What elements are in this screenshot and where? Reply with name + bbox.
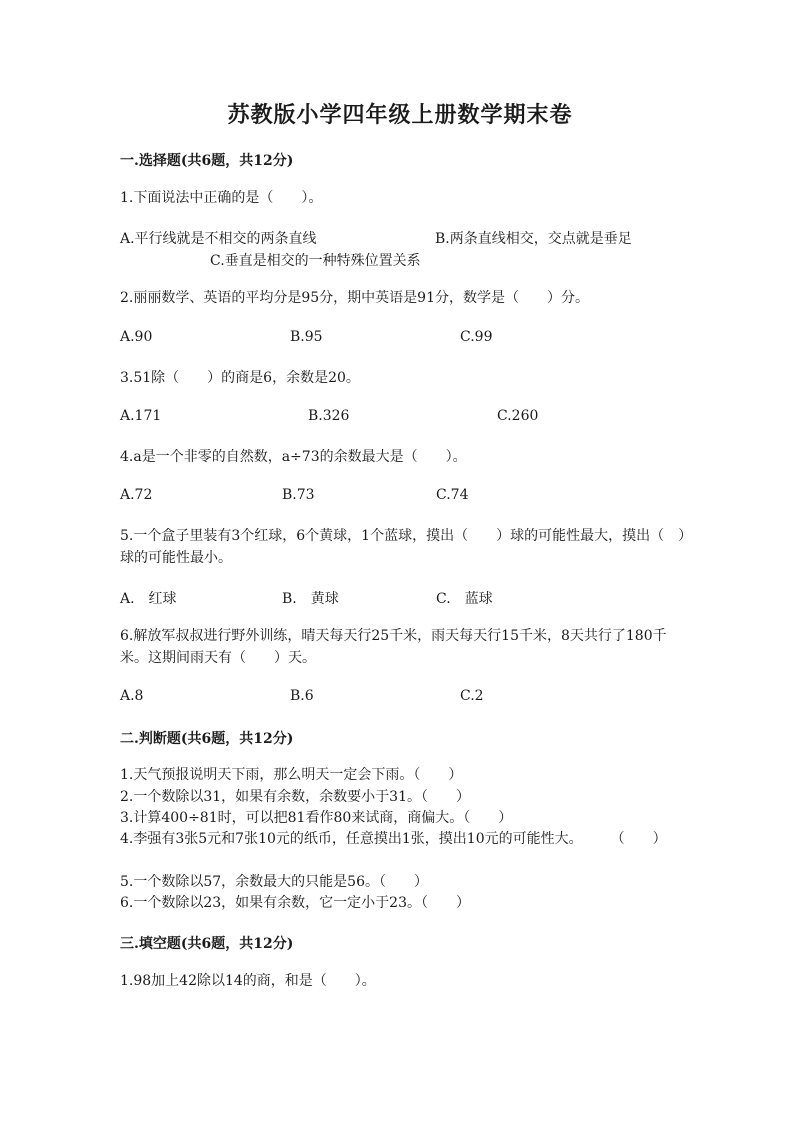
question-5-option-b: B. 黄球: [282, 591, 339, 607]
judge-item-1: 1.天气预报说明天下雨，那么明天一定会下雨。（ ）: [120, 767, 463, 783]
judge-item-2: 2.一个数除以31，如果有余数，余数要小于31。（ ）: [120, 789, 470, 805]
question-6: 6.解放军叔叔进行野外训练，晴天每天行25千米，雨天每天行15千米，8天共行了180千米。这期间雨天有（ ）天。: [120, 628, 667, 666]
question-1-option-b: B.两条直线相交，交点就是垂足: [435, 231, 632, 247]
question-1-option-a: A.平行线就是不相交的两条直线: [120, 231, 317, 247]
question-1-option-c: C.垂直是相交的一种特殊位置关系: [210, 253, 421, 269]
question-3: 3.51除（ ）的商是6，余数是20。: [120, 370, 360, 386]
question-3-option-b: B.326: [308, 408, 350, 424]
question-2: 2.丽丽数学、英语的平均分是95分，期中英语是91分，数学是（ ）分。: [120, 290, 589, 306]
question-5-option-c: C. 蓝球: [436, 591, 493, 607]
judge-item-6: 6.一个数除以23，如果有余数，它一定小于23。（ ）: [120, 895, 470, 911]
question-2-option-c: C.99: [460, 329, 493, 345]
question-6-option-c: C.2: [460, 688, 484, 704]
question-3-option-a: A.171: [120, 408, 162, 424]
section-heading-choice: 一.选择题(共6题，共12分): [120, 153, 294, 169]
question-2-option-b: B.95: [290, 329, 323, 345]
question-1: 1.下面说法中正确的是（ ）。: [120, 190, 323, 206]
question-5-option-a: A. 红球: [120, 591, 177, 607]
question-6-option-b: B.6: [290, 688, 314, 704]
question-2-option-a: A.90: [120, 329, 153, 345]
question-4-option-b: B.73: [282, 487, 315, 503]
question-4: 4.a是一个非零的自然数，a÷73的余数最大是（ ）。: [120, 449, 467, 465]
question-6-option-a: A.8: [120, 688, 144, 704]
judge-item-5: 5.一个数除以57，余数最大的只能是56。（ ）: [120, 874, 428, 890]
question-5: 5.一个盒子里装有3个红球，6个黄球，1个蓝球，摸出（ ）球的可能性最大，摸出（ ）球的可能性最小。: [120, 528, 686, 566]
question-4-option-c: C.74: [436, 487, 469, 503]
section-heading-judge: 二.判断题(共6题，共12分): [120, 731, 294, 747]
page-title: 苏教版小学四年级上册数学期末卷: [227, 102, 573, 128]
question-4-option-a: A.72: [120, 487, 153, 503]
fill-item-1: 1.98加上42除以14的商，和是（ ）。: [120, 973, 376, 989]
judge-item-3: 3.计算400÷81时，可以把81看作80来试商，商偏大。（ ）: [120, 810, 513, 826]
judge-item-4: 4.李强有3张5元和7张10元的纸币，任意摸出1张，摸出10元的可能性大。 （ ）: [120, 831, 667, 847]
section-heading-fill: 三.填空题(共6题，共12分): [120, 936, 294, 952]
question-3-option-c: C.260: [497, 408, 539, 424]
